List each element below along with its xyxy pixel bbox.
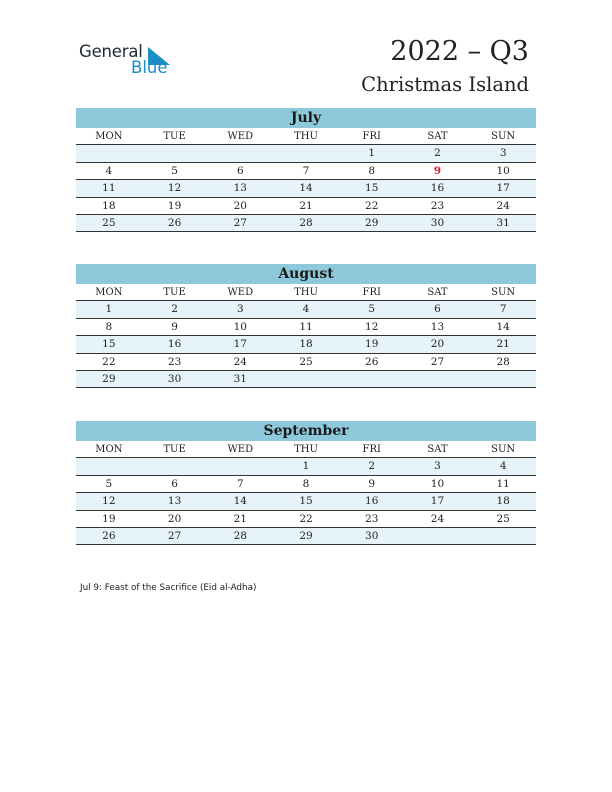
empty-day-cell xyxy=(76,458,142,474)
day-cell: 22 xyxy=(102,355,116,368)
day-cell: 11 xyxy=(102,182,116,195)
day-cell: 17 xyxy=(233,338,247,351)
day-cell: 6 xyxy=(434,303,441,316)
week-row xyxy=(76,511,536,528)
weekday-label: SUN xyxy=(491,444,516,455)
day-cell: 31 xyxy=(496,216,510,229)
day-cell: 21 xyxy=(496,338,510,351)
week-row xyxy=(76,145,536,162)
weekday-label: SUN xyxy=(491,287,516,298)
day-cell: 10 xyxy=(233,320,247,333)
day-cell: 12 xyxy=(365,320,379,333)
weekday-label: WED xyxy=(227,444,254,455)
weekday-label: SAT xyxy=(427,131,448,142)
day-cell: 24 xyxy=(430,512,445,525)
weekday-label: SUN xyxy=(491,131,516,142)
day-cell: 13 xyxy=(233,182,247,195)
month-name: July xyxy=(76,108,536,128)
day-cell: 18 xyxy=(299,338,313,351)
day-cell: 23 xyxy=(365,512,379,525)
day-cell: 16 xyxy=(430,182,445,195)
day-cell: 19 xyxy=(365,338,379,351)
empty-day-cell xyxy=(142,145,208,161)
day-cell: 7 xyxy=(236,477,244,490)
day-cell: 1 xyxy=(105,303,113,316)
week-row xyxy=(76,180,536,197)
month-calendar-september xyxy=(76,421,536,545)
day-cell: 1 xyxy=(302,460,310,473)
weekday-label: MON xyxy=(95,131,123,142)
day-cell: 21 xyxy=(299,199,313,212)
weekday-label: FRI xyxy=(362,131,381,142)
day-cell: 2 xyxy=(434,147,441,160)
logo-blue-text: Blue xyxy=(131,58,168,77)
weekday-label: MON xyxy=(95,444,123,455)
day-cell: 2 xyxy=(171,303,178,316)
day-cell: 25 xyxy=(299,355,313,368)
day-cell: 14 xyxy=(496,320,510,333)
day-cell: 23 xyxy=(430,199,445,212)
weekday-label: THU xyxy=(294,444,318,455)
day-cell: 13 xyxy=(430,320,445,333)
day-cell: 8 xyxy=(105,320,113,333)
day-cell: 27 xyxy=(430,355,445,368)
day-cell: 19 xyxy=(167,199,182,212)
weekday-label: FRI xyxy=(362,287,381,298)
day-cell: 1 xyxy=(368,147,376,160)
weekday-label: SAT xyxy=(427,287,448,298)
day-cell: 28 xyxy=(233,529,247,542)
page-subtitle: Christmas Island xyxy=(361,73,529,96)
empty-day-cell xyxy=(339,371,405,387)
weekday-label: SAT xyxy=(427,444,448,455)
day-cell: 7 xyxy=(499,303,507,316)
empty-day-cell xyxy=(405,371,471,387)
day-cell: 16 xyxy=(167,338,182,351)
day-cell: 24 xyxy=(233,355,247,368)
day-cell: 29 xyxy=(102,372,116,385)
weekday-label: FRI xyxy=(362,444,381,455)
week-row xyxy=(76,354,536,371)
day-cell: 5 xyxy=(368,303,376,316)
month-calendar-july xyxy=(76,108,536,232)
day-cell: 22 xyxy=(299,512,313,525)
day-cell: 18 xyxy=(102,199,116,212)
week-row xyxy=(76,458,536,475)
weekday-label: TUE xyxy=(163,131,186,142)
day-cell: 14 xyxy=(233,495,247,508)
week-row xyxy=(76,493,536,510)
day-cell: 8 xyxy=(368,164,376,177)
day-cell: 29 xyxy=(299,529,313,542)
day-cell: 17 xyxy=(430,495,445,508)
empty-day-cell xyxy=(273,145,339,161)
weekday-header-row xyxy=(76,441,536,458)
week-row xyxy=(76,528,536,545)
day-cell: 18 xyxy=(496,495,510,508)
day-cell: 4 xyxy=(105,164,113,177)
empty-day-cell xyxy=(76,145,142,161)
day-cell: 3 xyxy=(236,303,244,316)
day-cell: 2 xyxy=(368,460,376,473)
day-cell: 10 xyxy=(496,164,510,177)
day-cell: 6 xyxy=(171,477,178,490)
empty-day-cell xyxy=(470,528,536,544)
week-row xyxy=(76,319,536,336)
week-row xyxy=(76,371,536,388)
weekday-label: THU xyxy=(294,131,318,142)
day-cell: 23 xyxy=(167,355,182,368)
weekday-label: MON xyxy=(95,287,123,298)
weekday-label: WED xyxy=(227,131,254,142)
general-blue-logo xyxy=(79,42,179,78)
day-cell: 30 xyxy=(365,529,379,542)
day-cell: 6 xyxy=(236,164,244,177)
day-cell: 8 xyxy=(302,477,310,490)
day-cell: 20 xyxy=(430,338,445,351)
day-cell: 12 xyxy=(102,495,116,508)
weekday-label: THU xyxy=(294,287,318,298)
empty-day-cell xyxy=(405,528,471,544)
month-name: August xyxy=(76,264,536,284)
weekday-header-row xyxy=(76,284,536,301)
day-cell: 30 xyxy=(430,216,445,229)
day-cell: 11 xyxy=(496,477,510,490)
day-cell: 28 xyxy=(496,355,510,368)
day-cell: 3 xyxy=(434,460,441,473)
empty-day-cell xyxy=(207,458,273,474)
week-row xyxy=(76,215,536,232)
day-cell: 7 xyxy=(302,164,310,177)
day-cell: 4 xyxy=(302,303,310,316)
empty-day-cell xyxy=(273,371,339,387)
day-cell: 20 xyxy=(233,199,247,212)
day-cell: 26 xyxy=(365,355,379,368)
day-cell: 26 xyxy=(167,216,182,229)
weekday-label: TUE xyxy=(163,287,186,298)
day-cell: 16 xyxy=(365,495,379,508)
day-cell: 3 xyxy=(499,147,507,160)
day-cell: 10 xyxy=(430,477,445,490)
day-cell: 24 xyxy=(496,199,510,212)
day-cell: 9 xyxy=(171,320,178,333)
day-cell: 21 xyxy=(233,512,247,525)
weekday-label: WED xyxy=(227,287,254,298)
day-cell: 5 xyxy=(171,164,178,177)
logo-general-text: General xyxy=(79,42,143,61)
day-cell: 28 xyxy=(299,216,313,229)
day-cell: 11 xyxy=(299,320,313,333)
day-cell: 15 xyxy=(102,338,116,351)
day-cell: 15 xyxy=(299,495,313,508)
day-cell: 27 xyxy=(233,216,247,229)
empty-day-cell xyxy=(207,145,273,161)
weekday-header-row xyxy=(76,128,536,145)
week-row xyxy=(76,336,536,353)
day-cell: 5 xyxy=(105,477,113,490)
day-cell: 15 xyxy=(365,182,379,195)
weekday-label: TUE xyxy=(163,444,186,455)
day-cell: 25 xyxy=(496,512,510,525)
day-cell: 13 xyxy=(167,495,182,508)
day-cell: 12 xyxy=(167,182,182,195)
week-row xyxy=(76,476,536,493)
day-cell: 30 xyxy=(167,372,182,385)
week-row xyxy=(76,163,536,180)
day-cell: 14 xyxy=(299,182,313,195)
month-name: September xyxy=(76,421,536,441)
day-cell: 20 xyxy=(167,512,182,525)
page-title: 2022 – Q3 xyxy=(390,36,529,67)
day-cell: 25 xyxy=(102,216,116,229)
week-row xyxy=(76,301,536,318)
empty-day-cell xyxy=(142,458,208,474)
day-cell: 22 xyxy=(365,199,379,212)
day-cell: 29 xyxy=(365,216,379,229)
day-cell: 26 xyxy=(102,529,116,542)
week-row xyxy=(76,198,536,215)
empty-day-cell xyxy=(470,371,536,387)
day-cell: 31 xyxy=(233,372,247,385)
holiday-note: Jul 9: Feast of the Sacrifice (Eid al-Adha) xyxy=(80,583,257,593)
day-cell: 9 xyxy=(368,477,376,490)
day-cell: 27 xyxy=(167,529,182,542)
day-cell: 19 xyxy=(102,512,116,525)
holiday-day-cell: 9 xyxy=(433,164,442,177)
month-calendar-august xyxy=(76,264,536,388)
day-cell: 4 xyxy=(499,460,507,473)
day-cell: 17 xyxy=(496,182,510,195)
